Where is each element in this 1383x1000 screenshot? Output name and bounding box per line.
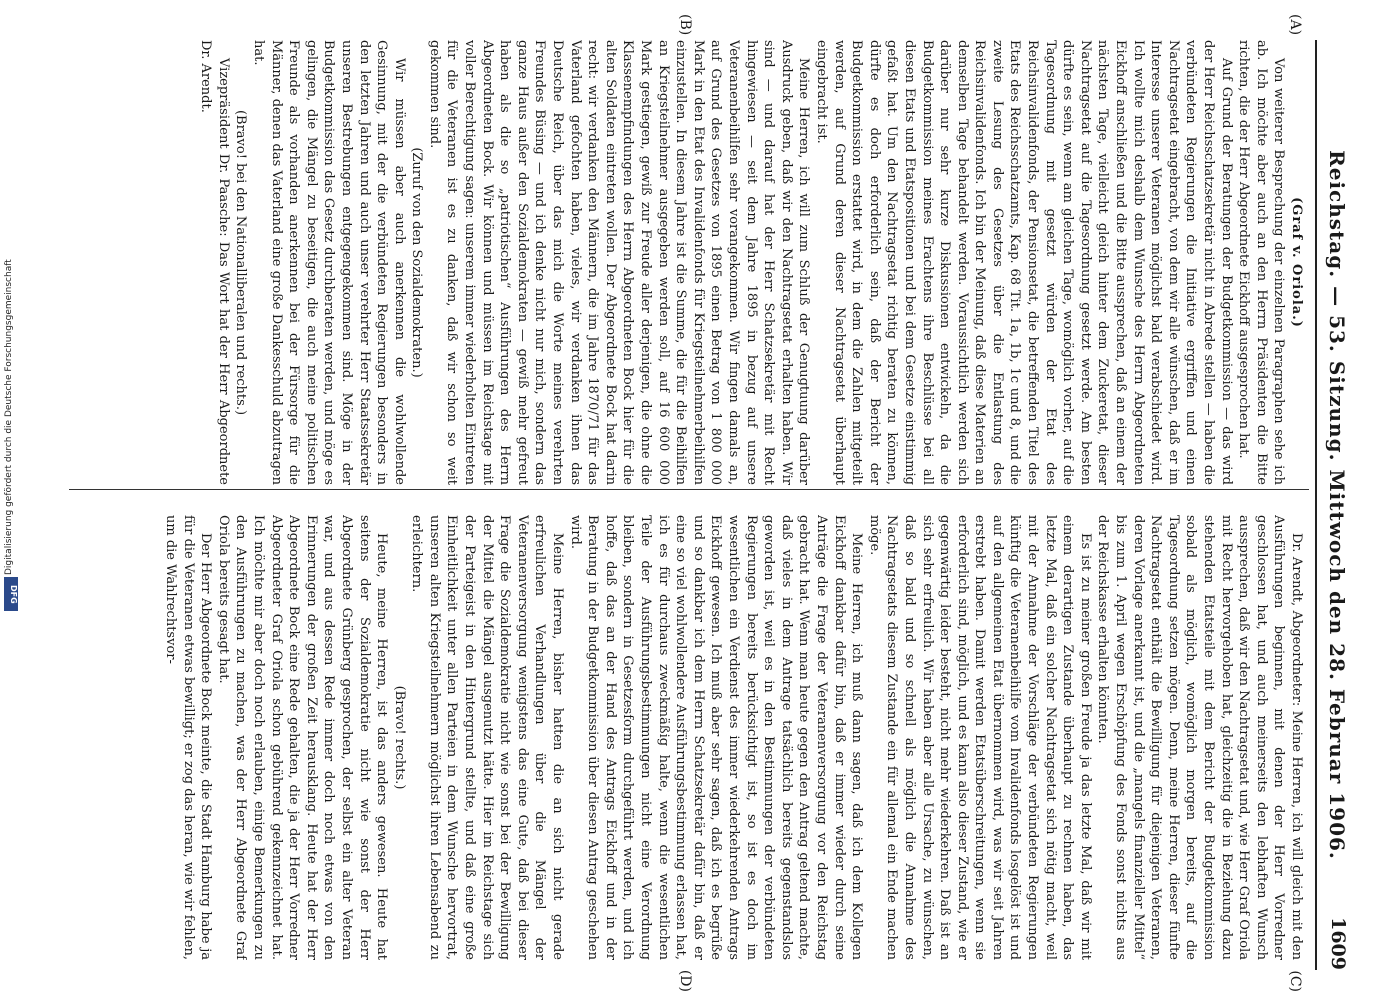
margin-mark-b: (B) xyxy=(677,14,693,36)
paragraph: Es ist zu meiner großen Freude ja das letzte Mal, daß wir mit einem derartigen Zustande überhaupt zu rechnen haben, das letzte Mal, daß ein solcher Nachtragsetat sich nötig macht, weil mit der Annahme der Vorschläge der verbündeten Regierungen künftig die Veteranenbeihilfe vom Invalidenfonds losgelöst ist und auf den allgemeinen Etat übernommen wird, was wir seit Jahren erstrebt haben. Damit werden Etatsüberschreitungen, wenn sie erforderlich sind, möglich, und es kann also dieser Zustand, wie er gegenwärtig leider besteht, nicht mehr wiederkehren. Daß ist an sich sehr erfreulich. Wir haben aber alle Ursache, zu wünschen, daß so bald und so schnell als möglich die Annahme des Nachtragsetats diesem Zustande ein für allemal ein Ende machen möge. xyxy=(866,515,1093,960)
left-text-column xyxy=(75,40,1305,485)
column-divider xyxy=(69,489,1309,490)
dfg-logo: DFG xyxy=(4,577,18,611)
margin-mark-c: (C) xyxy=(1287,970,1303,992)
paragraph: Der Herr Abgeordnete Bock meinte, die Stadt Hamburg habe ja für die Veteranen etwas bewilligt; er zog das heran, wie wir fehlen, um die Wahlrechtsvor- xyxy=(163,515,214,960)
paragraph: Meine Herren, ich will zum Schluß der Genugtuung darüber Ausdruck geben, daß wir den Nachtragsetat erhalten haben. Wir sind — und darauf hat der Herr Schatzsekretär mit Recht hingewiesen — seit dem Jahre 1895 in bezug auf unsere Veteranenbeihilfen sehr vorangekommen. Wir fingen damals an, auf Grund des Gesetzes von 1895 einen Betrag von 1 800 000 Mark in den Etat des Invalidenfonds für Kriegsteilnehmerbeihilfen einzustellen. In diesem Jahre ist die Summe, die für die Beihilfen an Kriegsteilnehmer ausgegeben werden soll, auf 16 600 000 Mark gestiegen, gewiß zur Freude aller derjenigen, die ohne die Klassenempfindungen des Herrn Abgeordneten Bock hier für die alten Soldaten eintreten wollen. Der Abgeordnete Bock hat darin recht: wir verdanken den Männern, die im Jahre 1870/71 für das Vaterland gefochten haben, vieles, wir verdanken ihnen das Deutsche Reich, über das mich die Worte meines verehrten Freundes Büsing — und ich denke nicht nur mich, sondern das ganze Haus außer den Sozialdemokraten — gewiß mehr gefreut haben als die so „patriotischen“ Ausführungen des Herrn Abgeordneten Bock. Wir können und müssen im Reichstage mit voller Berechtigung sagen: unserem immer wiederholten Eintreten für die Veteranen ist es zu danken, daß wir schon so weit gekommen sind. xyxy=(426,40,812,485)
paragraph: Meine Herren, ich muß dann sagen, daß ich dem Kollegen Eickhoff dankbar dafür bin, daß er immer wieder durch seine Anträge die Frage der Veteranenversorgung vor den Reichstag gebracht hat. Wenn man heute gegen den Antrag geltend machte, daß vieles in dem Antrage tatsächlich bereits gegenstandslos geworden ist, weil es in den Bestimmungen der verbündeten Regierungen bereits berücksichtigt ist, so ist es doch im wesentlichen ein Verdienst des immer wiederkehrenden Antrags Eickhoff gewesen. Ich muß aber sehr sagen, daß ich es begrüße und so dankbar ich dem Herrn Schatzsekretär dafür bin, daß er eine so viel wohlwollendere Ausführungsbestimmung erlassen hat, ich es für durchaus zweckmäßig halte, wenn die wesentlichen Teile der Ausführungsbestimmungen nicht eine Verordnung bleiben, sondern in Gesetzesform durchgeführt werden, und ich hoffe, daß das an der Hand des Antrags Eickhoff und in der Beratung in der Budgetkommission über diesen Antrag geschehen wird. xyxy=(567,515,865,960)
digitization-credit: Digitalisierung gefördert durch die Deutsche Forschungsgemeinschaft xyxy=(4,259,14,575)
page-header xyxy=(1315,40,1353,970)
margin-mark-d: (D) xyxy=(677,969,693,992)
right-text-column xyxy=(75,515,1305,960)
paragraph: Von weiterer Besprechung der einzelnen Paragraphen sehe ich ab. Ich möchte aber auch an den Herrn Präsidenten die Bitte richten, die der Herr Abgeordnete Eickhoff ausgesprochen hat. xyxy=(1236,40,1287,485)
margin-mark-a: (A) xyxy=(1287,14,1303,36)
interjection: (Zuruf von den Sozialdemokraten.) xyxy=(409,147,425,378)
paragraph: Vizepräsident Dr. Paasche: Das Wort hat der Herr Abgeordnete Dr. Arendt. xyxy=(198,40,231,485)
paragraph: Heute, meine Herren, ist das anders gewesen. Heute hat seitens der Sozialdemokratie nicht wie sonst der Herr Abgeordnete Grünberg gesprochen, der selbst ein alter Veteran war, und aus dessen Rede immer doch noch etwas von den Erinnerungen der großen Zeit herausklang. Heute hat der Herr Abgeordnete Bock eine Rede gehalten, die ja der Herr Vorredner Abgeordneter Graf Oriola schon gebührend gekennzeichnet hat. Ich möchte mir aber doch noch erlauben, einige Bemerkungen zu den Ausführungen zu machen, was der Herr Abgeordnete Graf Oriola bereits gesagt hat. xyxy=(215,515,390,960)
interjection: (Bravo! rechts.) xyxy=(391,685,407,790)
page-footer xyxy=(0,0,40,1000)
paragraph: Meine Herren, bisher hatten die an sich nicht gerade erfreulichen Verhandlungen über die Mängel der Veteranenversorgung wenigstens das eine Gute, daß bei dieser Frage die Sozialdemokratie nicht wie sonst bei der Bewilligung der Mittel die Mängel ausgenutzt hätte. Hier im Reichstage sich der Parteigeist in den Hintergrund stellte, und daß eine große Einheitlichkeit unter allen Parteien in dem Wunsche hervortrat, unseren alten Kriegsteilnehmern möglichst ihren Lebensabend zu erleichtern. xyxy=(409,515,566,960)
interjection: (Bravo! bei den Nationalliberalen und rechts.) xyxy=(233,109,249,416)
paragraph: Wir müssen aber auch anerkennen die wohlwollende Gesinnung, mit der die verbündeten Regierungen besonders in den letzten Jahren und auch unser verehrter Herr Staatssekretär unseren Bestrebungen entgegengekommen sind. Möge in der Budgetkommission das Gesetz durchberaten werden, und möge es gelingen, die Mängel zu beseitigen, die auch meine politischen Freunde als vorhanden anerkennen bei der Fürsorge für die Männer, denen das Vaterland eine große Dankesschuld abzutragen hat. xyxy=(250,40,407,485)
paragraph: Auf Grund der Beratungen der Budgetkommission — das wird der Herr Reichsschatzsekretär nicht in Abrede stellen — haben die verbündeten Regierungen die Initiative ergriffen und einen Nachtragsetat eingebracht, von dem wir alle wünschen, daß er im Interesse unserer Veteranen möglichst bald verabschiedet wird. Ich wollte mich deshalb dem Wunsche des Herrn Abgeordneten Eickhoff anschließen und die Bitte aussprechen, daß an einem der nächsten Tage, vielleicht gleich hinter dem Zuckeretat, dieser Nachtragsetat auf die Tagesordnung gesetzt werde. Am besten dürfte es sein, wenn am gleichen Tage, womöglich vorher, auf die Tagesordnung mit gesetzt würden der Etat des Reichsinvalidenfonds, der Pensionsetat, die betreffenden Titel des Etats des Reichsschatzamts, Kap. 68 Tit. 1a, 1b, 1c und 8, und die zweite Lesung des Gesetzes über die Entlastung des Reichsinvalidenfonds. Ich bin der Meinung, daß diese Materien an demselben Tage behandelt werden. Voraussichtlich werden sich darüber nur sehr kurze Diskussionen entwickeln, da die Budgetkommission meines Erachtens ihre Beschlüsse bei all diesen Etats und Etatspositionen und bei dem Gesetze einstimmig gefaßt hat. Um den Nachtragsetat richtig beraten zu können, dürfte es doch erforderlich sein, daß der Bericht der Budgetkommission erstattet wird, in dem die Zahlen mitgeteilt werden, auf Grund deren dieser Nachtragsetat überhaupt eingebracht ist. xyxy=(813,40,1234,485)
paragraph: Dr. Arendt, Abgeordneter: Meine Herren, ich will gleich mit den Ausführungen beginnen, mit denen der Herr Vorredner geschlossen hat, und auch meinerseits den lebhaften Wunsch aussprechen, daß wir den Nachtragsetat und, wie Herr Graf Oriola mit Recht hervorgehoben hat, gleichzeitig die in Beziehung dazu stehenden Etatsteile mit dem Bericht der Budgetkommission sobald als möglich, womöglich morgen bereits, auf die Tagesordnung setzen mögen. Denn, meine Herren, dieser fünfte Nachtragsetat enthält die Bewilligung für diejenigen Veteranen, deren Vorlage anerkannt ist, und die „mangels finanzieller Mittel“ bis zum 1. April wegen Erschöpfung des Fonds sonst nichts aus der Reichskasse erhalten könnten. xyxy=(1095,515,1304,960)
page-number: 1609 xyxy=(1327,917,1349,970)
header-title: Reichstag. — 53. Sitzung. Mittwoch den 28. Februar 1906. xyxy=(1325,150,1349,860)
speaker-label: (Graf v. Oriola.) xyxy=(1289,197,1304,328)
